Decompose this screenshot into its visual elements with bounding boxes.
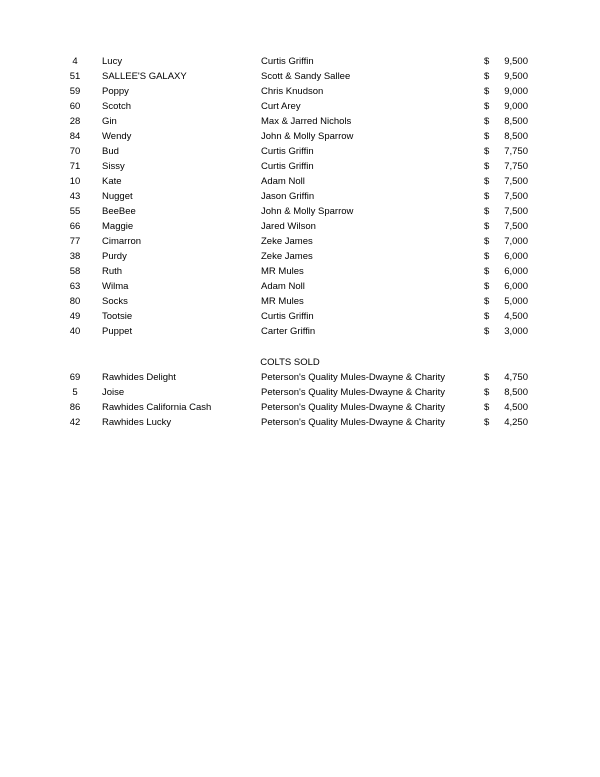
mule-name: Joise [102,387,125,398]
table-row [0,400,600,415]
buyer-name: MR Mules [261,296,304,307]
mule-name: Nugget [102,191,133,202]
table-row [0,249,600,264]
sale-price: 7,500 [504,176,528,187]
buyer-name: Adam Noll [261,281,305,292]
buyer-name: Peterson's Quality Mules-Dwayne & Charity [261,402,445,413]
table-row [0,219,600,234]
table-row [0,144,600,159]
sale-price: 7,500 [504,206,528,217]
mule-name: Wilma [102,281,129,292]
lot-number: 86 [69,402,81,413]
lot-number: 71 [69,161,81,172]
mule-name: Rawhides California Cash [102,402,212,413]
currency-symbol: $ [484,387,490,398]
sale-price: 4,500 [504,402,528,413]
sale-price: 4,500 [504,311,528,322]
buyer-name: Curtis Griffin [261,161,314,172]
currency-symbol: $ [484,281,490,292]
lot-number: 60 [69,101,81,112]
sale-price: 7,500 [504,221,528,232]
lot-number: 49 [69,311,81,322]
sale-price: 6,000 [504,251,528,262]
table-row [0,415,600,430]
currency-symbol: $ [484,402,490,413]
sale-price: 4,750 [504,372,528,383]
lot-number: 59 [69,86,81,97]
table-row [0,189,600,204]
sale-price: 3,000 [504,326,528,337]
buyer-name: Chris Knudson [261,86,324,97]
buyer-name: John & Molly Sparrow [261,131,354,142]
currency-symbol: $ [484,221,490,232]
table-row [0,370,600,385]
mule-name: Gin [102,116,117,127]
lot-number: 58 [69,266,81,277]
lot-number: 28 [69,116,81,127]
sale-price: 9,000 [504,101,528,112]
currency-symbol: $ [484,131,490,142]
sale-price: 9,000 [504,86,528,97]
currency-symbol: $ [484,326,490,337]
buyer-name: Curtis Griffin [261,146,314,157]
sale-price: 7,500 [504,191,528,202]
sale-price: 6,000 [504,266,528,277]
mule-name: Cimarron [102,236,142,247]
buyer-name: Zeke James [261,236,313,247]
buyer-name: Adam Noll [261,176,305,187]
lot-number: 10 [69,176,81,187]
table-row [0,84,600,99]
sale-price: 8,500 [504,116,528,127]
table-row [0,294,600,309]
buyer-name: Peterson's Quality Mules-Dwayne & Charity [261,417,445,428]
buyer-name: Zeke James [261,251,313,262]
lot-number: 5 [72,387,78,398]
currency-symbol: $ [484,266,490,277]
lot-number: 42 [69,417,81,428]
lot-number: 51 [69,71,81,82]
table-row [0,264,600,279]
currency-symbol: $ [484,417,490,428]
currency-symbol: $ [484,191,490,202]
lot-number: 63 [69,281,81,292]
buyer-name: Scott & Sandy Sallee [261,71,351,82]
colts-sold-heading: COLTS SOLD [260,357,320,368]
currency-symbol: $ [484,161,490,172]
currency-symbol: $ [484,206,490,217]
currency-symbol: $ [484,176,490,187]
table-row [0,204,600,219]
mule-name: Tootsie [102,311,133,322]
sale-price: 7,000 [504,236,528,247]
currency-symbol: $ [484,372,490,383]
sale-price: 4,250 [504,417,528,428]
lot-number: 80 [69,296,81,307]
sale-price: 8,500 [504,131,528,142]
lot-number: 69 [69,372,81,383]
currency-symbol: $ [484,296,490,307]
mule-name: Kate [102,176,122,187]
buyer-name: Jared Wilson [261,221,316,232]
buyer-name: Max & Jarred Nichols [261,116,352,127]
sale-price: 5,000 [504,296,528,307]
buyer-name: Curt Arey [261,101,301,112]
lot-number: 4 [72,56,78,67]
lot-number: 40 [69,326,81,337]
buyer-name: Peterson's Quality Mules-Dwayne & Charity [261,372,445,383]
mule-name: Rawhides Lucky [102,417,172,428]
sale-price: 9,500 [504,71,528,82]
sale-price: 7,750 [504,161,528,172]
buyer-name: Curtis Griffin [261,311,314,322]
table-row [0,54,600,69]
sale-price: 8,500 [504,387,528,398]
table-row [0,99,600,114]
mule-name: Purdy [102,251,127,262]
currency-symbol: $ [484,56,490,67]
buyer-name: Jason Griffin [261,191,315,202]
mule-name: Lucy [102,56,123,67]
mule-name: SALLEE'S GALAXY [102,71,187,82]
currency-symbol: $ [484,101,490,112]
currency-symbol: $ [484,311,490,322]
lot-number: 55 [69,206,81,217]
table-row [0,385,600,400]
table-row [0,324,600,339]
currency-symbol: $ [484,236,490,247]
table-row [0,174,600,189]
lot-number: 66 [69,221,81,232]
table-row [0,69,600,84]
mule-name: Poppy [102,86,129,97]
sale-price: 9,500 [504,56,528,67]
mule-name: Sissy [102,161,125,172]
mule-name: Maggie [102,221,134,232]
mule-name: Socks [102,296,128,307]
table-row [0,234,600,249]
mule-name: Scotch [102,101,132,112]
table-row [0,309,600,324]
mule-name: Wendy [102,131,132,142]
sale-price: 7,750 [504,146,528,157]
buyer-name: Peterson's Quality Mules-Dwayne & Charity [261,387,445,398]
buyer-name: John & Molly Sparrow [261,206,354,217]
mule-name: Puppet [102,326,133,337]
lot-number: 70 [69,146,81,157]
mule-name: Rawhides Delight [102,372,176,383]
lot-number: 43 [69,191,81,202]
buyer-name: Curtis Griffin [261,56,314,67]
lot-number: 38 [69,251,81,262]
currency-symbol: $ [484,71,490,82]
table-row [0,129,600,144]
sale-price: 6,000 [504,281,528,292]
lot-number: 84 [69,131,81,142]
mule-name: Bud [102,146,119,157]
table-row [0,114,600,129]
table-row [0,279,600,294]
currency-symbol: $ [484,146,490,157]
currency-symbol: $ [484,251,490,262]
currency-symbol: $ [484,86,490,97]
buyer-name: MR Mules [261,266,304,277]
mule-name: Ruth [102,266,123,277]
buyer-name: Carter Griffin [261,326,316,337]
lot-number: 77 [69,236,81,247]
table-row [0,159,600,174]
mule-name: BeeBee [102,206,136,217]
currency-symbol: $ [484,116,490,127]
